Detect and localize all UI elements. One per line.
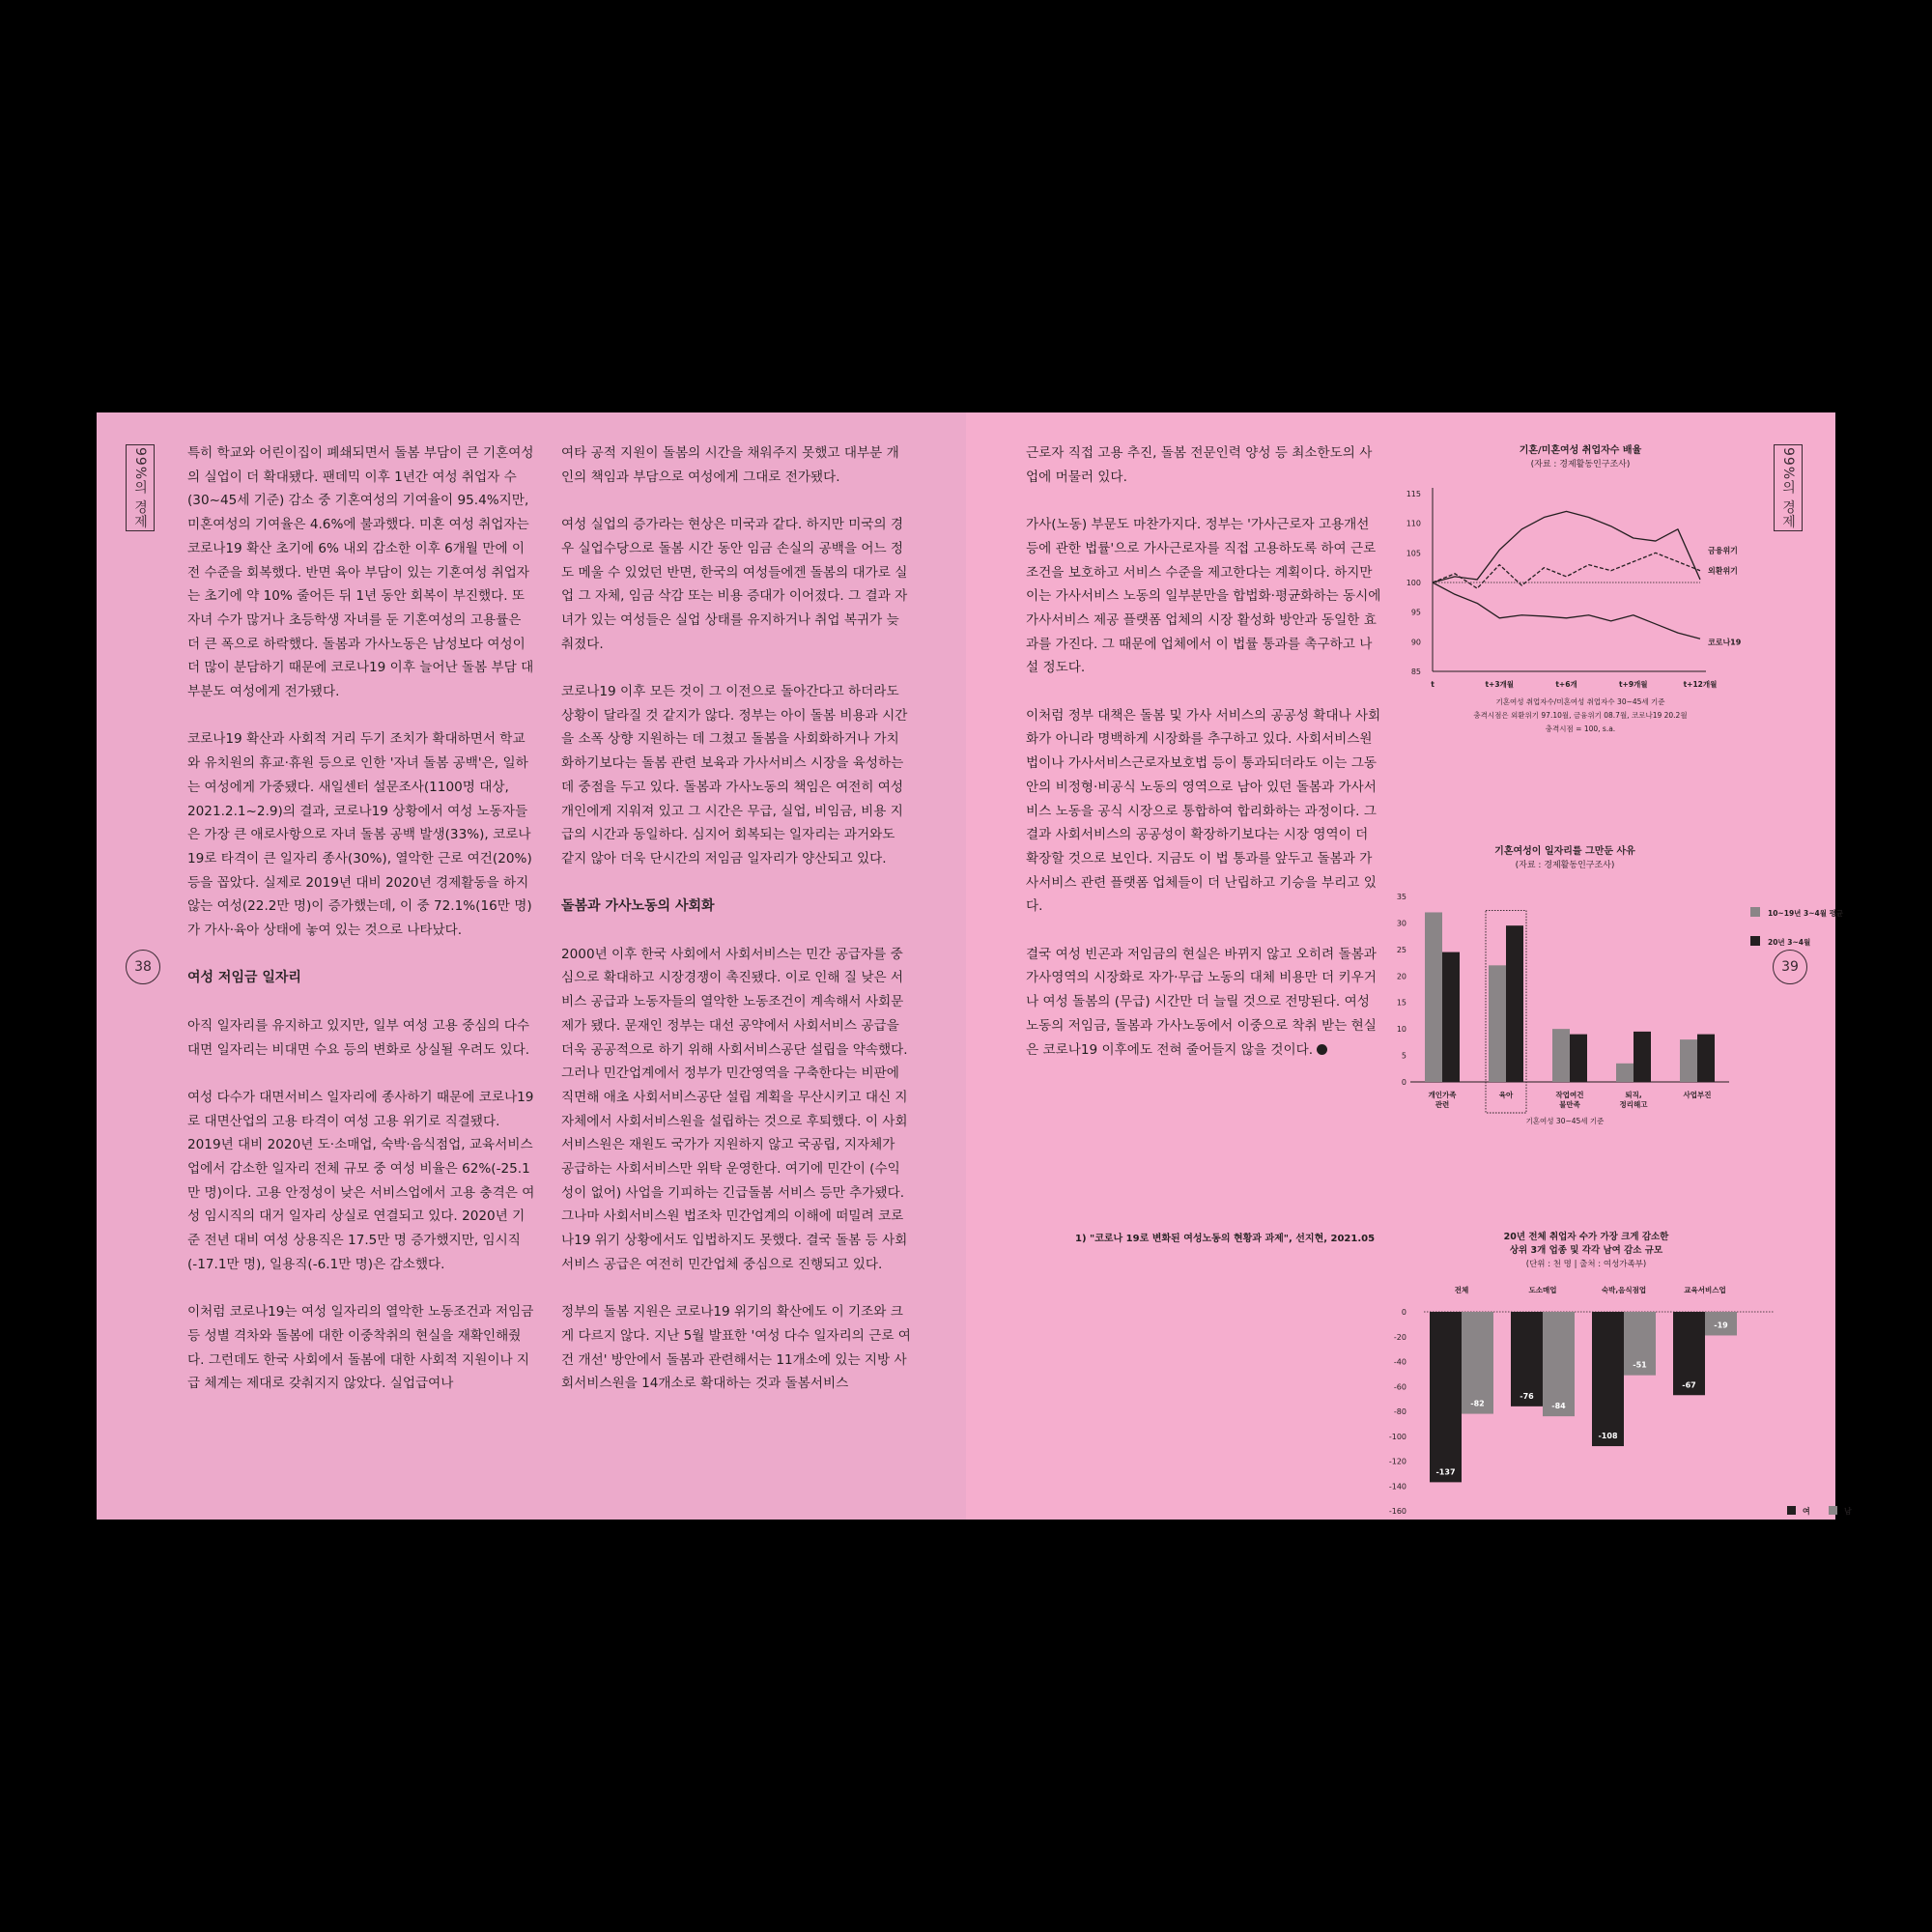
page-number: 39 bbox=[1773, 950, 1807, 984]
y-tick-label: 85 bbox=[1410, 668, 1421, 676]
bar-chart-employment-decline bbox=[1381, 1229, 1852, 1519]
footnote: 1) "코로나 19로 변화된 여성노동의 현황과 과제", 선지현, 2021.05 bbox=[1075, 1234, 1376, 1244]
legend-label: 남 bbox=[1844, 1507, 1852, 1516]
y-tick-label: 115 bbox=[1406, 490, 1421, 498]
category-label: 도소매업 bbox=[1528, 1286, 1557, 1294]
chart-note: 충격시점은 외환위기 97.10월, 금융위기 08.7월, 코로나19 20.2월 bbox=[1473, 711, 1688, 720]
chart-title-line2: 상위 3개 업종 및 각각 남여 감소 규모 bbox=[1509, 1245, 1663, 1256]
y-tick-label: -100 bbox=[1388, 1432, 1406, 1441]
y-tick-label: -60 bbox=[1393, 1382, 1406, 1392]
y-tick-label: 30 bbox=[1396, 919, 1406, 928]
body-paragraph: 결국 여성 빈곤과 저임금의 현실은 바뀌지 않고 오히려 돌봄과 가사영역의 시장화로 자가·무급 노동의 대체 비용만 더 키우거나 여성 돌봄의 (무급) 시간만 더 늘릴 것으로 전망된다. 여성 노동의 저임금, 돌봄과 가사노동에서 이중으로 착취 받는 현실은 코로나19 이후에도 전혀 줄어들지 않을 것이다. bbox=[1026, 946, 1377, 1058]
bar bbox=[1425, 912, 1442, 1082]
body-paragraph: 아직 일자리를 유지하고 있지만, 일부 여성 고용 중심의 다수 대면 일자리는 비대면 수요 등의 변화로 상실될 우려도 있다. bbox=[187, 1017, 530, 1058]
legend-swatch bbox=[1750, 907, 1760, 917]
bar bbox=[1680, 1039, 1697, 1082]
chart-note: 기혼여성 취업자수/미혼여성 취업자수 30~45세 기준 bbox=[1495, 697, 1665, 706]
y-tick-label: 5 bbox=[1401, 1051, 1406, 1061]
series-line bbox=[1433, 553, 1700, 588]
body-paragraph: 2000년 이후 한국 사회에서 사회서비스는 민간 공급자를 중심으로 확대하고 시장경쟁이 촉진됐다. 이로 인해 질 낮은 서비스 공급과 노동자들의 열악한 노동조건이 계속해서 사회문제가 됐다. 문재인 정부는 대선 공약에서 사회서비스 공급을 더욱 공공적으로 하기 위해 사회서비스공단 설립을 약속했다. 그러나 민간업계에서 정부가 민간영역을 구축한다는 비판에 직면해 애초 사회서비스공단 설립 계획을 무산시키고 대신 지자체에서 사회서비스원을 설립하는 것으로 후퇴했다. 이 사회서비스원은 재원도 국가가 지원하지 않고 국공립, 지자체가 공급하는 사회서비스만 위탁 운영한다. 여기에 민간이 (수익성이 없어) 사업을 기피하는 긴급돌봄 서비스 등만 추가됐다. 그나마 사회서비스원 법조차 민간업계의 이해에 떠밀려 코로나19 위기 상황에서도 입법하지도 못했다. 결국 돌봄 등 사회서비스 공급은 여전히 민간업체 중심으로 진행되고 있다. bbox=[561, 946, 908, 1272]
y-tick-label: 0 bbox=[1401, 1308, 1406, 1317]
body-paragraph: 여타 공적 지원이 돌봄의 시간을 채워주지 못했고 대부분 개인의 책임과 부담으로 여성에게 그대로 전가됐다. bbox=[561, 445, 899, 485]
legend-label: 10~19년 3~4월 평균 bbox=[1768, 909, 1844, 918]
y-tick-label: 110 bbox=[1406, 519, 1421, 528]
text-column-1 bbox=[187, 441, 535, 1420]
x-tick-label: t+9개월 bbox=[1618, 680, 1648, 689]
section-heading: 여성 저임금 일자리 bbox=[187, 970, 301, 986]
body-paragraph: 가사(노동) 부문도 마찬가지다. 정부는 '가사근로자 고용개선 등에 관한 법률'으로 가사근로자를 직접 고용하도록 하여 근로조건을 보호하고 서비스 수준을 제고한다는 계획이다. 하지만 이는 가사서비스 노동의 일부분만을 합법화·평균화하는 동시에 가사서비스 제공 플랫폼 업체의 시장 활성화 방안과 동일한 효과를 가진다. 그 때문에 업체에서 이 법률 통과를 촉구하고 나설 정도다. bbox=[1026, 517, 1381, 676]
series-line bbox=[1433, 582, 1700, 639]
bar bbox=[1506, 925, 1523, 1082]
bar bbox=[1634, 1032, 1651, 1082]
x-tick-label: t+3개월 bbox=[1485, 680, 1515, 689]
section-tab: 99%의 경제 bbox=[126, 444, 155, 531]
section-heading: 돌봄과 가사노동의 사회화 bbox=[561, 898, 715, 915]
x-tick-label: 관련 bbox=[1435, 1100, 1450, 1109]
y-tick-label: 10 bbox=[1396, 1025, 1406, 1035]
bar bbox=[1552, 1029, 1570, 1082]
bar bbox=[1489, 965, 1506, 1082]
x-tick-label: 불만족 bbox=[1559, 1100, 1580, 1109]
bar bbox=[1430, 1312, 1462, 1482]
y-tick-label: 15 bbox=[1396, 998, 1406, 1008]
data-label: -82 bbox=[1470, 1399, 1485, 1408]
body-paragraph: 이처럼 정부 대책은 돌봄 및 가사 서비스의 공공성 확대나 사회화가 아니라 명백하게 시장화를 추구하고 있다. 사회서비스원법이나 가사서비스근로자보호법 등이 통과되더라도 이는 그동안의 비정형·비공식 노동의 영역으로 남아 있던 돌봄과 가사서비스 노동을 공식 시장으로 통합하여 합리화하는 과정이다. 그 결과 사회서비스의 공공성이 확장하기보다는 시장 영역이 더 확장할 것으로 보인다. 지금도 이 법 통과를 앞두고 돌봄과 가사서비스 관련 플랫폼 업체들이 더 난립하고 기승을 부리고 있다. bbox=[1026, 707, 1381, 915]
y-tick-label: 25 bbox=[1396, 945, 1406, 954]
body-paragraph: 코로나19 이후 모든 것이 그 이전으로 돌아간다고 하더라도 상황이 달라질 것 같지가 않다. 정부는 아이 돌봄 비용과 시간을 소폭 상향 지원하는 데 그쳤고 돌봄을 사회화하거나 가치화하기보다는 돌봄 관련 보육과 가사서비스 시장을 육성하는 데 중점을 두고 있다. 돌봄과 가사노동의 책임은 여전히 여성 개인에게 지워져 있고 그 시간은 무급, 실업, 비임금, 비용 지급의 시간과 동일하다. 심지어 회복되는 일자리는 과거와도 같지 않아 더욱 단시간의 저임금 일자리가 양산되고 있다. bbox=[561, 684, 908, 867]
category-label: 숙박,음식점업 bbox=[1601, 1286, 1647, 1294]
bar bbox=[1543, 1312, 1575, 1416]
data-label: -108 bbox=[1598, 1432, 1618, 1441]
legend-label: 여 bbox=[1803, 1507, 1810, 1516]
data-label: -84 bbox=[1551, 1402, 1566, 1411]
body-paragraph: 정부의 돌봄 지원은 코로나19 위기의 확산에도 이 기조와 크게 다르지 않다. 지난 5월 발표한 '여성 다수 일자리의 근로 여건 개선' 방안에서 돌봄과 관련해서는 11개소에 있는 지방 사회서비스원을 14개소로 확대하는 것과 돌봄서비스 bbox=[561, 1304, 911, 1392]
series-label: 금융위기 bbox=[1708, 546, 1738, 555]
y-tick-label: 0 bbox=[1401, 1078, 1406, 1087]
y-tick-label: 100 bbox=[1406, 579, 1421, 587]
body-paragraph: 코로나19 확산과 사회적 거리 두기 조치가 확대하면서 학교와 유치원의 휴교·휴원 등으로 인한 '자녀 돌봄 공백'은, 일하는 여성에게 가중됐다. 새일센터 설문조사(1100명 대상, 2021.2.1~2.9)의 결과, 코로나19 상황에서 여성 노동자들은 가장 큰 애로사항으로 자녀 돌봄 공백 발생(33%), 코로나19로 타격이 큰 일자리 종사(30%), 열악한 근로 여건(20%) 등을 꼽았다. 실제로 2019년 대비 2020년 경제활동을 하지 않는 여성(22.2만 명)이 증가했는데, 이 중 72.1%(16만 명)가 가사·육아 상태에 놓여 있는 것으로 나타났다. bbox=[187, 731, 532, 939]
bar bbox=[1592, 1312, 1624, 1446]
data-label: -19 bbox=[1714, 1321, 1728, 1330]
magazine-spread bbox=[97, 412, 1852, 1520]
y-tick-label: 90 bbox=[1410, 638, 1421, 647]
bar bbox=[1616, 1064, 1634, 1082]
left-page bbox=[97, 412, 966, 1520]
x-tick-label: 정리해고 bbox=[1619, 1100, 1648, 1109]
bar-chart-quit-reasons bbox=[1391, 843, 1844, 1133]
y-tick-label: -40 bbox=[1393, 1357, 1406, 1367]
series-label: 외환위기 bbox=[1708, 566, 1738, 576]
legend-label: 20년 3~4월 bbox=[1768, 938, 1811, 947]
x-tick-label: t+6개 bbox=[1555, 680, 1577, 689]
y-tick-label: -80 bbox=[1393, 1407, 1406, 1416]
x-tick-label: t bbox=[1431, 680, 1435, 689]
y-tick-label: 105 bbox=[1406, 549, 1421, 558]
body-paragraph: 근로자 직접 고용 추진, 돌봄 전문인력 양성 등 최소한도의 사업에 머물러 있다. bbox=[1026, 445, 1373, 485]
chart-title: 기혼/미혼여성 취업자수 배율 bbox=[1519, 445, 1642, 456]
chart-subtitle: (자료 : 경제활동인구조사) bbox=[1515, 861, 1615, 870]
legend-swatch bbox=[1750, 936, 1760, 946]
body-paragraph: 이처럼 코로나19는 여성 일자리의 열악한 노동조건과 저임금 등 성별 격차와 돌봄에 대한 이중착취의 현실을 재확인해줬다. 그런데도 한국 사회에서 돌봄에 대한 사회적 지원이나 지급 체계는 제대로 갖춰지지 않았다. 실업급여나 bbox=[187, 1304, 534, 1392]
text-column-2 bbox=[561, 441, 911, 1420]
line-chart bbox=[1381, 440, 1835, 733]
y-tick-label: -160 bbox=[1388, 1507, 1406, 1516]
text-column-3 bbox=[1026, 441, 1381, 1086]
y-tick-label: 35 bbox=[1396, 893, 1406, 901]
end-mark-icon bbox=[1317, 1044, 1327, 1055]
category-label: 전체 bbox=[1454, 1286, 1469, 1294]
legend-swatch bbox=[1787, 1506, 1796, 1515]
section-tab: 99%의 경제 bbox=[1774, 444, 1803, 531]
series-line bbox=[1433, 511, 1700, 582]
x-tick-label: 육아 bbox=[1498, 1091, 1514, 1099]
body-paragraph: 여성 실업의 증가라는 현상은 미국과 같다. 하지만 미국의 경우 실업수당으로 돌봄 시간 동안 임금 손실의 공백을 어느 정도 메울 수 있었던 반면, 한국의 여성들에겐 돌봄의 대가로 실업 그 자체, 임금 삭감 또는 비용 증대가 이어졌다. 그 결과 자녀가 있는 여성들은 실업 상태를 유지하거나 취업 복귀가 늦춰졌다. bbox=[561, 517, 908, 652]
chart-title: 기혼여성이 일자리를 그만둔 사유 bbox=[1494, 846, 1635, 857]
bar bbox=[1697, 1035, 1715, 1082]
chart-title: 20년 전체 취업자 수가 가장 크게 감소한 bbox=[1503, 1232, 1669, 1242]
data-label: -137 bbox=[1435, 1467, 1456, 1477]
body-paragraph: 특히 학교와 어린이집이 폐쇄되면서 돌봄 부담이 큰 기혼여성의 실업이 더 확대됐다. 팬데믹 이후 1년간 여성 취업자 수(30~45세 기준) 감소 중 기혼여성의 기여율이 95.4%지만, 미혼여성의 기여율은 4.6%에 불과했다. 미혼 여성 취업자는 코로나19 확산 초기에 6% 내외 감소한 이후 6개월 만에 이전 수준을 회복했다. 반면 육아 부담이 있는 기혼여성 취업자는 초기에 약 10% 줄어든 뒤 1년 동안 회복이 부진했다. 또 자녀 수가 많거나 초등학생 자녀를 둔 기혼여성의 고용률은 더 큰 폭으로 하락했다. 돌봄과 가사노동은 남성보다 여성이 더 많이 분담하기 때문에 코로나19 이후 늘어난 돌봄 부담 대부분도 여성에게 전가됐다. bbox=[187, 445, 534, 700]
chart-note: 기혼여성 30~45세 기준 bbox=[1525, 1117, 1605, 1125]
category-label: 교육서비스업 bbox=[1684, 1286, 1726, 1294]
series-label: 코로나19 bbox=[1708, 638, 1742, 647]
body-paragraph: 여성 다수가 대면서비스 일자리에 종사하기 때문에 코로나19로 대면산업의 고용 타격이 여성 고용 위기로 직결됐다. 2019년 대비 2020년 도·소매업, 숙박·음식점업, 교육서비스업에서 감소한 일자리 전체 규모 중 여성 비율은 62%(-25.1만 명)이다. 고용 안정성이 낮은 서비스업에서 고용 충격은 여성 임시직의 대거 일자리 상실로 연결되고 있다. 2020년 기준 전년 대비 여성 상용직은 17.5만 명 증가했지만, 임시직(-17.1만 명), 일용직(-6.1만 명)은 감소했다. bbox=[187, 1089, 535, 1272]
bar bbox=[1570, 1035, 1587, 1082]
x-tick-label: 사업부진 bbox=[1683, 1091, 1712, 1099]
x-tick-label: 개인가족 bbox=[1428, 1091, 1457, 1099]
y-tick-label: -20 bbox=[1393, 1332, 1406, 1342]
y-tick-label: -140 bbox=[1388, 1482, 1406, 1492]
chart-note: 충격시점 = 100, s.a. bbox=[1545, 724, 1616, 733]
chart-subtitle: (단위 : 천 명 | 출처 : 여성가족부) bbox=[1525, 1260, 1647, 1269]
x-tick-label: 작업여건 bbox=[1555, 1091, 1584, 1099]
bar bbox=[1442, 952, 1460, 1082]
y-tick-label: 95 bbox=[1410, 608, 1421, 617]
x-tick-label: t+12개월 bbox=[1683, 680, 1718, 689]
page-number: 38 bbox=[126, 950, 160, 984]
y-tick-label: 20 bbox=[1396, 972, 1406, 981]
legend-swatch bbox=[1829, 1506, 1837, 1515]
y-tick-label: -120 bbox=[1388, 1457, 1406, 1466]
data-label: -67 bbox=[1682, 1380, 1696, 1390]
chart-subtitle: (자료 : 경제활동인구조사) bbox=[1530, 460, 1631, 469]
x-tick-label: 퇴직, bbox=[1625, 1091, 1642, 1099]
data-label: -76 bbox=[1520, 1391, 1534, 1401]
data-label: -51 bbox=[1633, 1360, 1647, 1370]
